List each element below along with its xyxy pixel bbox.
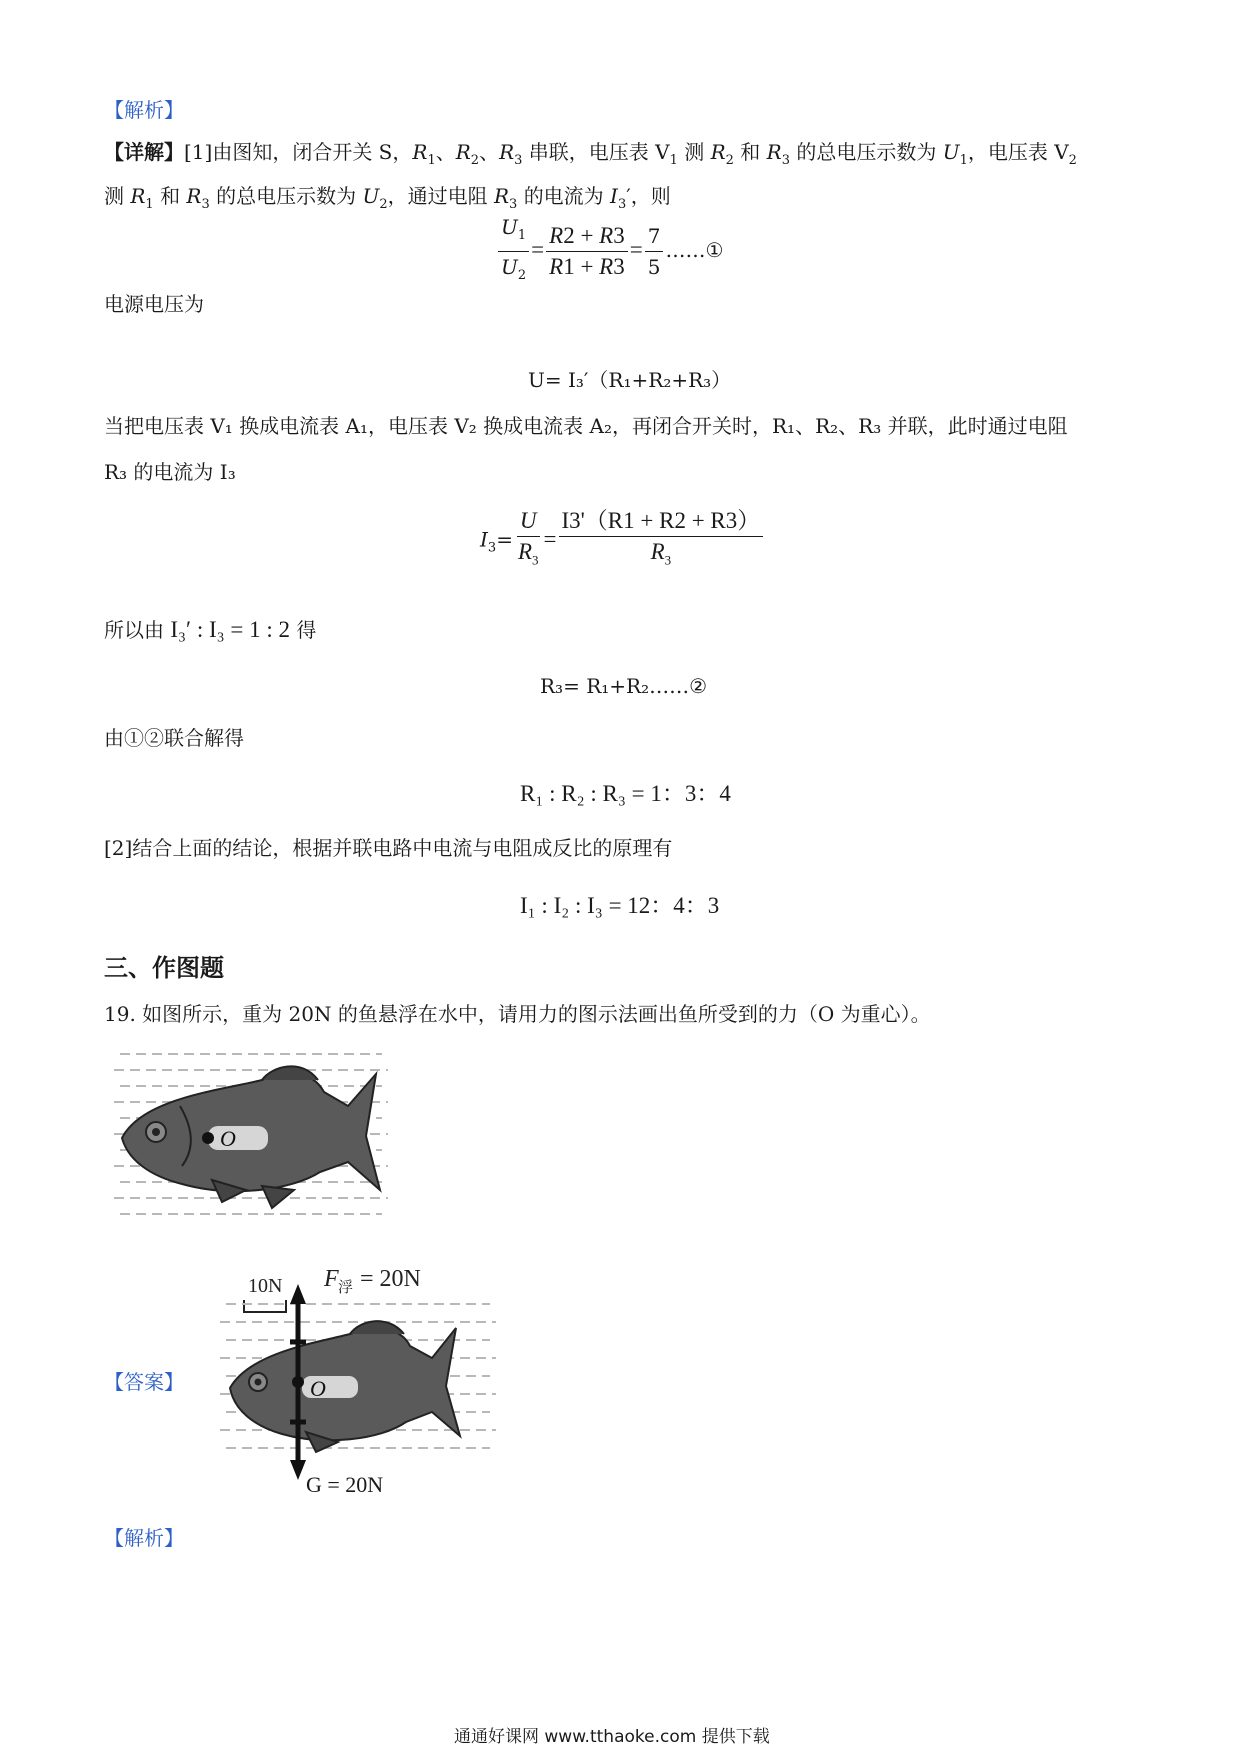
scale-label: 10N: [248, 1275, 283, 1297]
equation-5: R₁ : R₂ : R₃ = 1：3：4: [520, 781, 731, 806]
detail-line-1: 【详解】[1]由图知，闭合开关 S，$R_1$、$R_2$、$R_3$ 串联，电压表 $V_1$ 测 $R_2$ 和 $R_3$ 的总电压示数为 $U_1$，电压表 $V_2$: [104, 140, 1077, 168]
equation-4: R₃= R₁+R₂……②: [540, 674, 708, 698]
para-7: [2]结合上面的结论，根据并联电路中电流与电阻成反比的原理有: [104, 836, 673, 860]
buoyancy-value: = 20N: [360, 1266, 421, 1292]
equation-2: U= I₃′（R₁+R₂+R₃）: [528, 368, 732, 392]
scale-bar: [244, 1300, 286, 1312]
footer-text: 通通好课网 www.tthaoke.com 提供下载: [454, 1727, 770, 1747]
gravity-label: G = 20N: [306, 1472, 384, 1497]
answer-label: 【答案】: [104, 1370, 184, 1394]
fish-answer-figure: [220, 1256, 500, 1496]
detail-line-2: 测 $R_1$ 和 $R_3$ 的总电压示数为 $U_2$，通过电阻 $R_3$ 的电流为 $I_3'$，则: [104, 184, 671, 212]
equation-1: $\frac{U_1}{U_2}$ = $\frac{R2 + R3}{R1 + R3}$ = $\frac{7}{5}$ ……①: [496, 214, 723, 289]
answer-fish-center-label: O: [310, 1376, 326, 1401]
para-3: 当把电压表 V₁ 换成电流表 A₁，电压表 V₂ 换成电流表 A₂，再闭合开关时，R₁、R₂、R₃ 并联，此时通过电阻: [104, 414, 1068, 438]
detail-label: 【详解】: [104, 140, 184, 164]
question-19: 19. 如图所示，重为 20N 的鱼悬浮在水中，请用力的图示法画出鱼所受到的力（O 为重心）。: [104, 1002, 931, 1026]
fish-center-label: O: [220, 1126, 236, 1151]
equation-3: $I_3=$ $\frac{U}{R_3}$ = $\frac{I3'(R1 + R2 + R3)}{R_3}$: [480, 508, 765, 574]
para-5: 所以由 I₃′ : I₃ = 1 : 2 得: [104, 617, 317, 642]
analysis-label-bottom: 【解析】: [104, 1526, 184, 1550]
power-voltage-text: 电源电压为: [104, 292, 204, 316]
buoyancy-symbol: F: [324, 1266, 339, 1292]
para-6: 由①②联合解得: [104, 726, 244, 750]
force-arrows: [290, 1284, 306, 1480]
section-heading: 三、作图题: [104, 954, 224, 982]
equation-6: I₁ : I₂ : I₃ = 12：4：3: [520, 893, 720, 918]
buoyancy-subscript: 浮: [338, 1278, 354, 1296]
fish-question-figure: [112, 1040, 396, 1228]
para-4: R₃ 的电流为 I₃: [104, 460, 236, 484]
analysis-label: 【解析】: [104, 98, 184, 122]
